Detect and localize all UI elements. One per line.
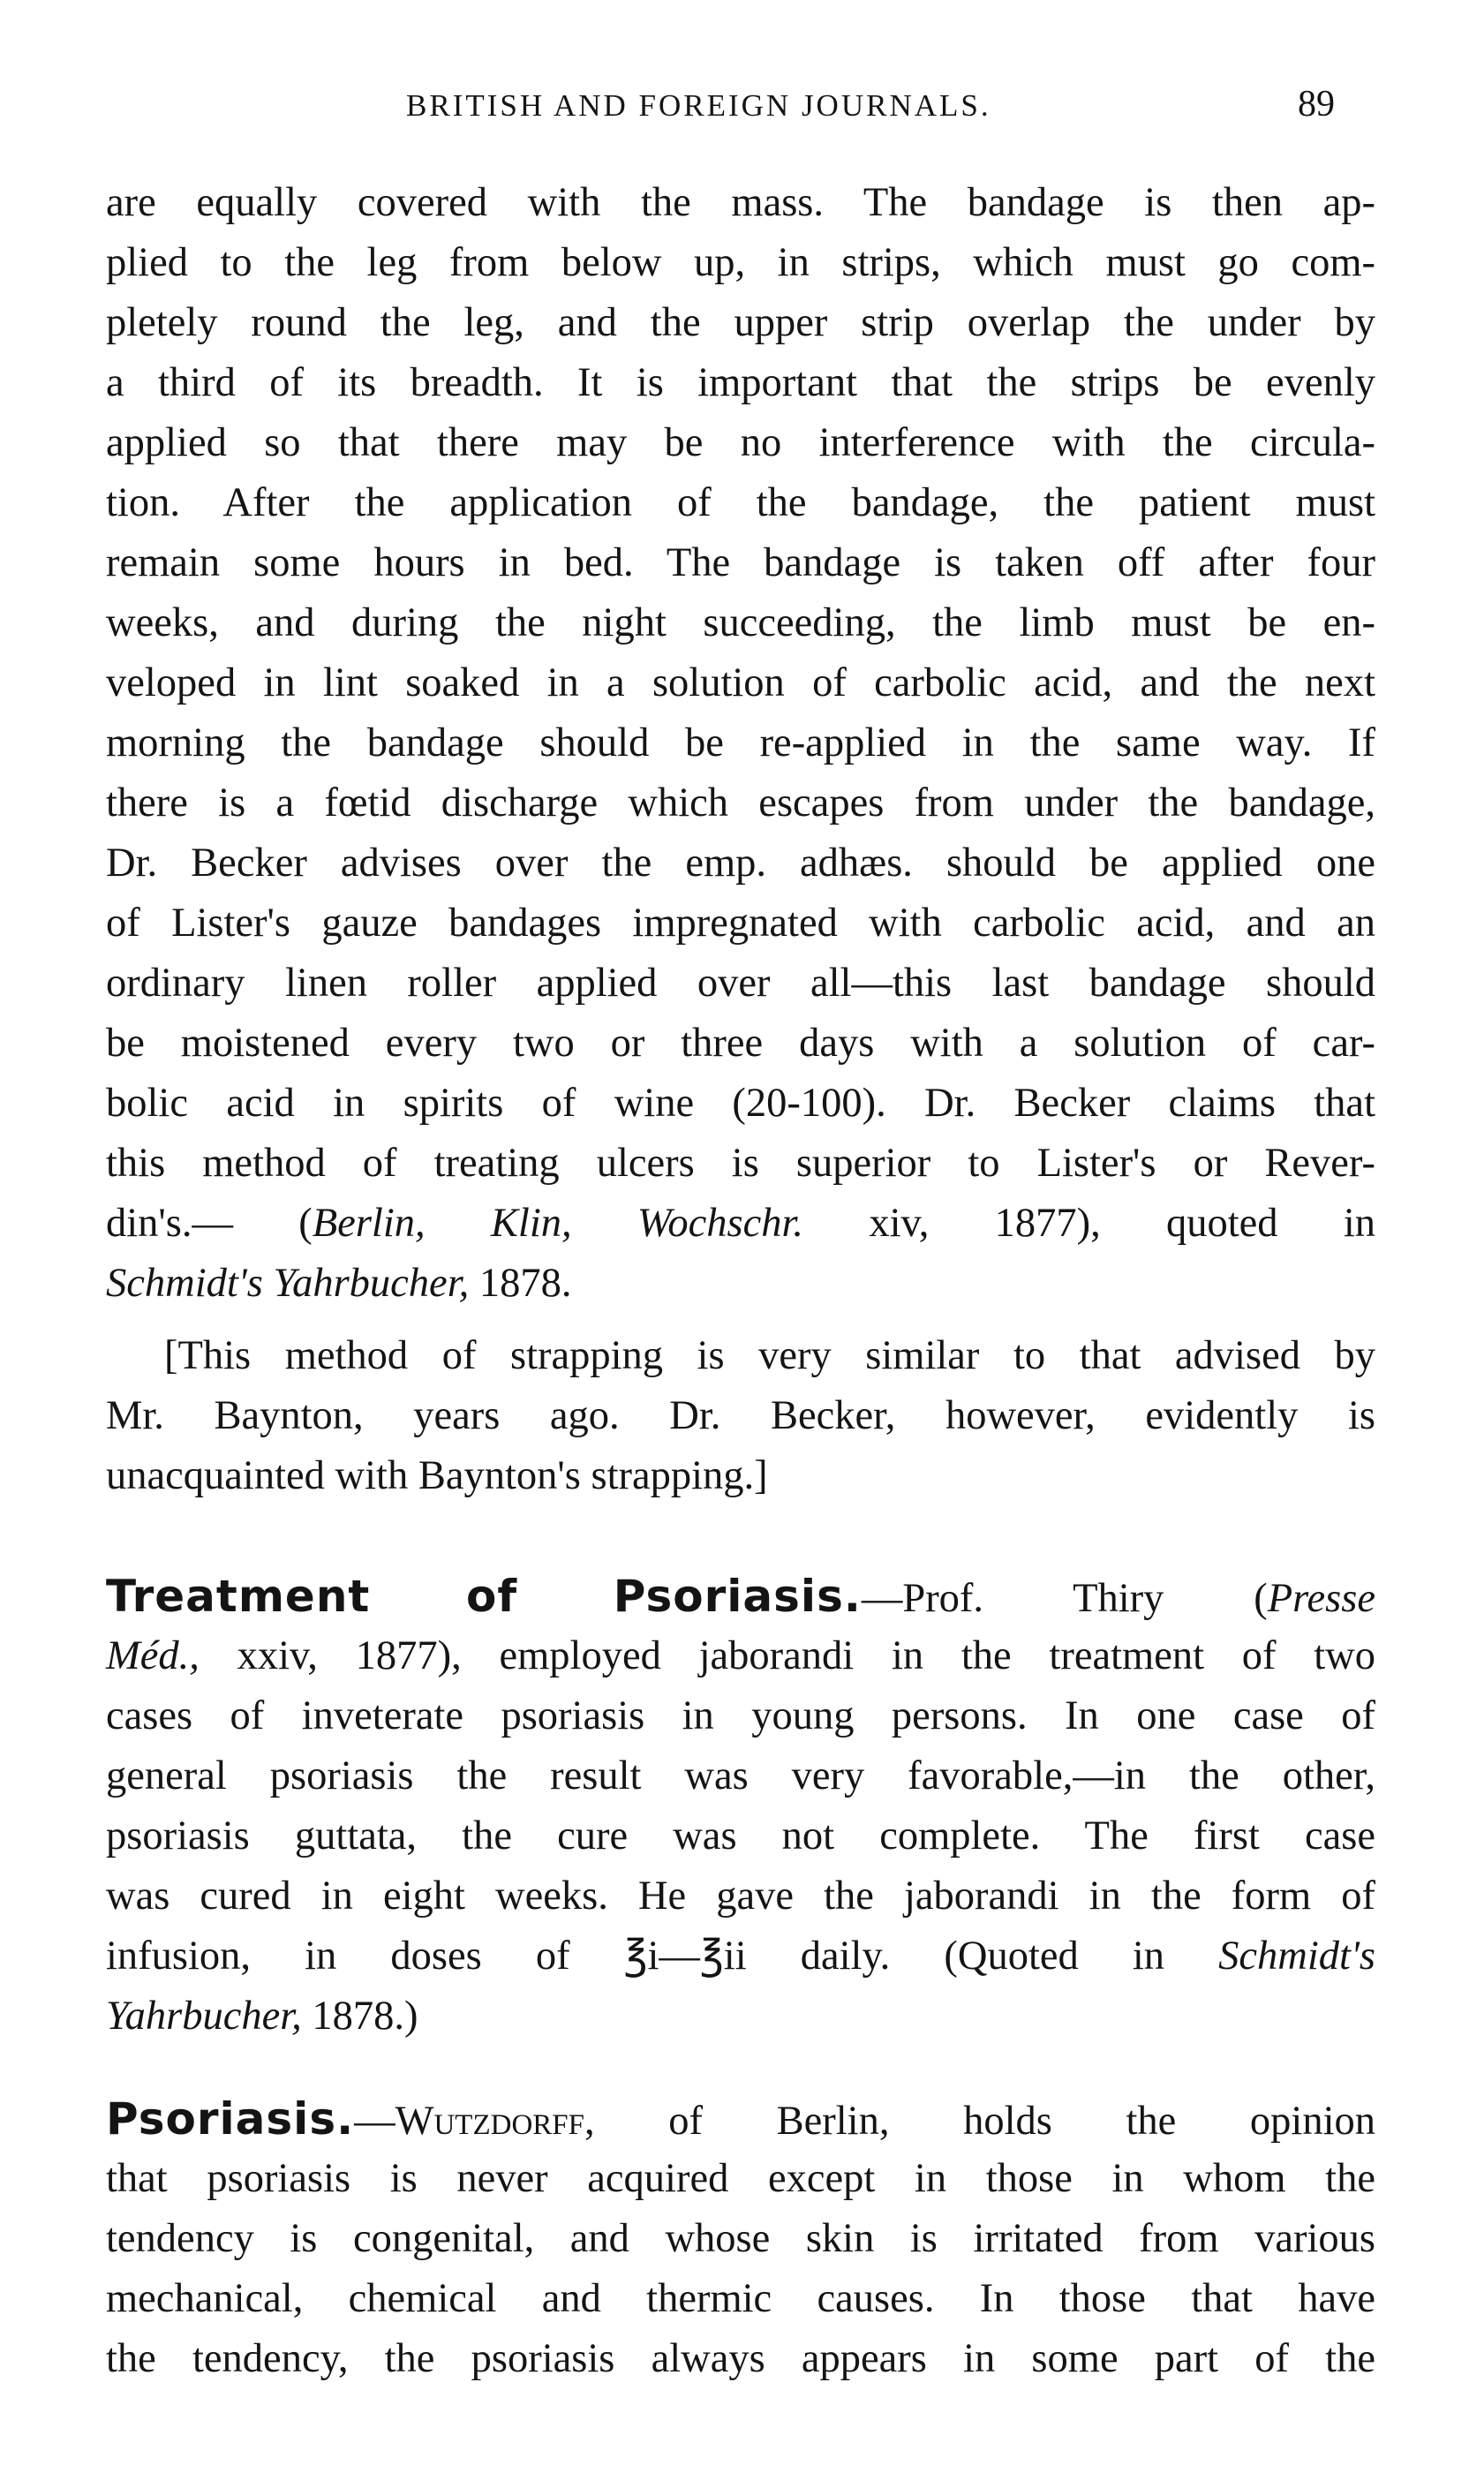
text-line: there is a fœtid discharge which escapes from under the bandage, xyxy=(106,780,1375,826)
dose-line xyxy=(106,1926,1375,1987)
text-line: Mr. Baynton, years ago. Dr. Becker, however, evidently is xyxy=(106,1393,1375,1438)
citation-suffix: xiv, 1877), quoted in xyxy=(803,1201,1375,1246)
citation-source: Schmidt's Yahrbucher, xyxy=(106,1261,470,1306)
section-first-line xyxy=(106,2089,1375,2149)
text-line: ordinary linen roller applied over all—this last bandage should xyxy=(106,961,1375,1006)
section-heading: Psoriasis. xyxy=(106,2093,355,2145)
journal-title: Presse xyxy=(1267,1576,1375,1621)
text-line: the tendency, the psoriasis always appears in some part of the xyxy=(106,2336,1375,2381)
text-line: plied to the leg from below up, in strips, which must go com- xyxy=(106,240,1375,285)
treatment-of-psoriasis-section xyxy=(106,1566,1375,2047)
running-title: BRITISH AND FOREIGN JOURNALS. xyxy=(406,88,991,123)
text-line: mechanical, chemical and thermic causes. In those that have xyxy=(106,2276,1375,2321)
text-run: xxiv, 1877), employed jaborandi in the treatment of two xyxy=(199,1633,1375,1678)
citation-year: 1878. xyxy=(469,1261,572,1306)
text-line: tendency is congenital, and whose skin is irritated from various xyxy=(106,2216,1375,2261)
text-line: [This method of strapping is very similar to that advised by xyxy=(164,1333,1375,1378)
page-header xyxy=(0,81,1484,134)
text-run: , of Berlin, holds the opinion xyxy=(584,2099,1375,2144)
author-name: Wutzdorff xyxy=(395,2099,584,2144)
citation-year: 1878.) xyxy=(301,1994,418,2039)
text-run: infusion, in doses of ℥i—℥ii daily. (Quoted in xyxy=(106,1934,1219,1979)
journal-title: Méd., xyxy=(106,1633,200,1678)
text-line xyxy=(106,1626,1375,1686)
text-line: tion. After the application of the bandage, the patient must xyxy=(106,480,1375,525)
text-line: are equally covered with the mass. The bandage is then ap- xyxy=(106,180,1375,225)
citation-prefix: din's.— ( xyxy=(106,1201,313,1246)
text-line: be moistened every two or three days with a solution of car- xyxy=(106,1021,1375,1066)
citation-line xyxy=(106,1194,1375,1254)
text-line: bolic acid in spirits of wine (20-100). Dr. Becker claims that xyxy=(106,1081,1375,1126)
text-line: a third of its breadth. It is important that the strips be evenly xyxy=(106,360,1375,405)
section-first-line xyxy=(106,1566,1375,1626)
psoriasis-section xyxy=(106,2089,1375,2389)
citation-tail-line xyxy=(106,1254,1375,1314)
text-line: unacquainted with Baynton's strapping.] xyxy=(106,1453,768,1498)
citation-source: Schmidt's xyxy=(1218,1934,1375,1979)
page-number: 89 xyxy=(1298,84,1335,124)
continued-paragraph xyxy=(106,173,1375,1314)
text-line: applied so that there may be no interference with the circula- xyxy=(106,420,1375,465)
citation-source: Berlin, Klin, Wochschr. xyxy=(312,1201,804,1246)
citation-source: Yahrbucher, xyxy=(106,1994,302,2039)
text-run: —Prof. Thiry ( xyxy=(861,1576,1268,1621)
editorial-note xyxy=(106,1326,1375,1506)
text-line: weeks, and during the night succeeding, the limb must be en- xyxy=(106,600,1375,645)
text-line: cases of inveterate psoriasis in young persons. In one case of xyxy=(106,1693,1375,1738)
text-line: remain some hours in bed. The bandage is taken off after four xyxy=(106,540,1375,585)
text-line: Dr. Becker advises over the emp. adhæs. should be applied one xyxy=(106,841,1375,886)
text-line: morning the bandage should be re-applied in the same way. If xyxy=(106,720,1375,765)
text-line: pletely round the leg, and the upper strip overlap the under by xyxy=(106,300,1375,345)
text-line: was cured in eight weeks. He gave the jaborandi in the form of xyxy=(106,1874,1375,1919)
text-line: of Lister's gauze bandages impregnated with carbolic acid, and an xyxy=(106,901,1375,946)
dash: — xyxy=(354,2099,395,2144)
text-line: general psoriasis the result was very favorable,—in the other, xyxy=(106,1753,1375,1798)
text-line: that psoriasis is never acquired except in those in whom the xyxy=(106,2156,1375,2201)
text-line: this method of treating ulcers is superior to Lister's or Rever- xyxy=(106,1141,1375,1186)
text-line: veloped in lint soaked in a solution of carbolic acid, and the next xyxy=(106,660,1375,705)
citation-tail-line xyxy=(106,1987,1375,2047)
section-heading: Treatment of Psoriasis. xyxy=(106,1571,862,1622)
text-line: psoriasis guttata, the cure was not complete. The first case xyxy=(106,1813,1375,1858)
